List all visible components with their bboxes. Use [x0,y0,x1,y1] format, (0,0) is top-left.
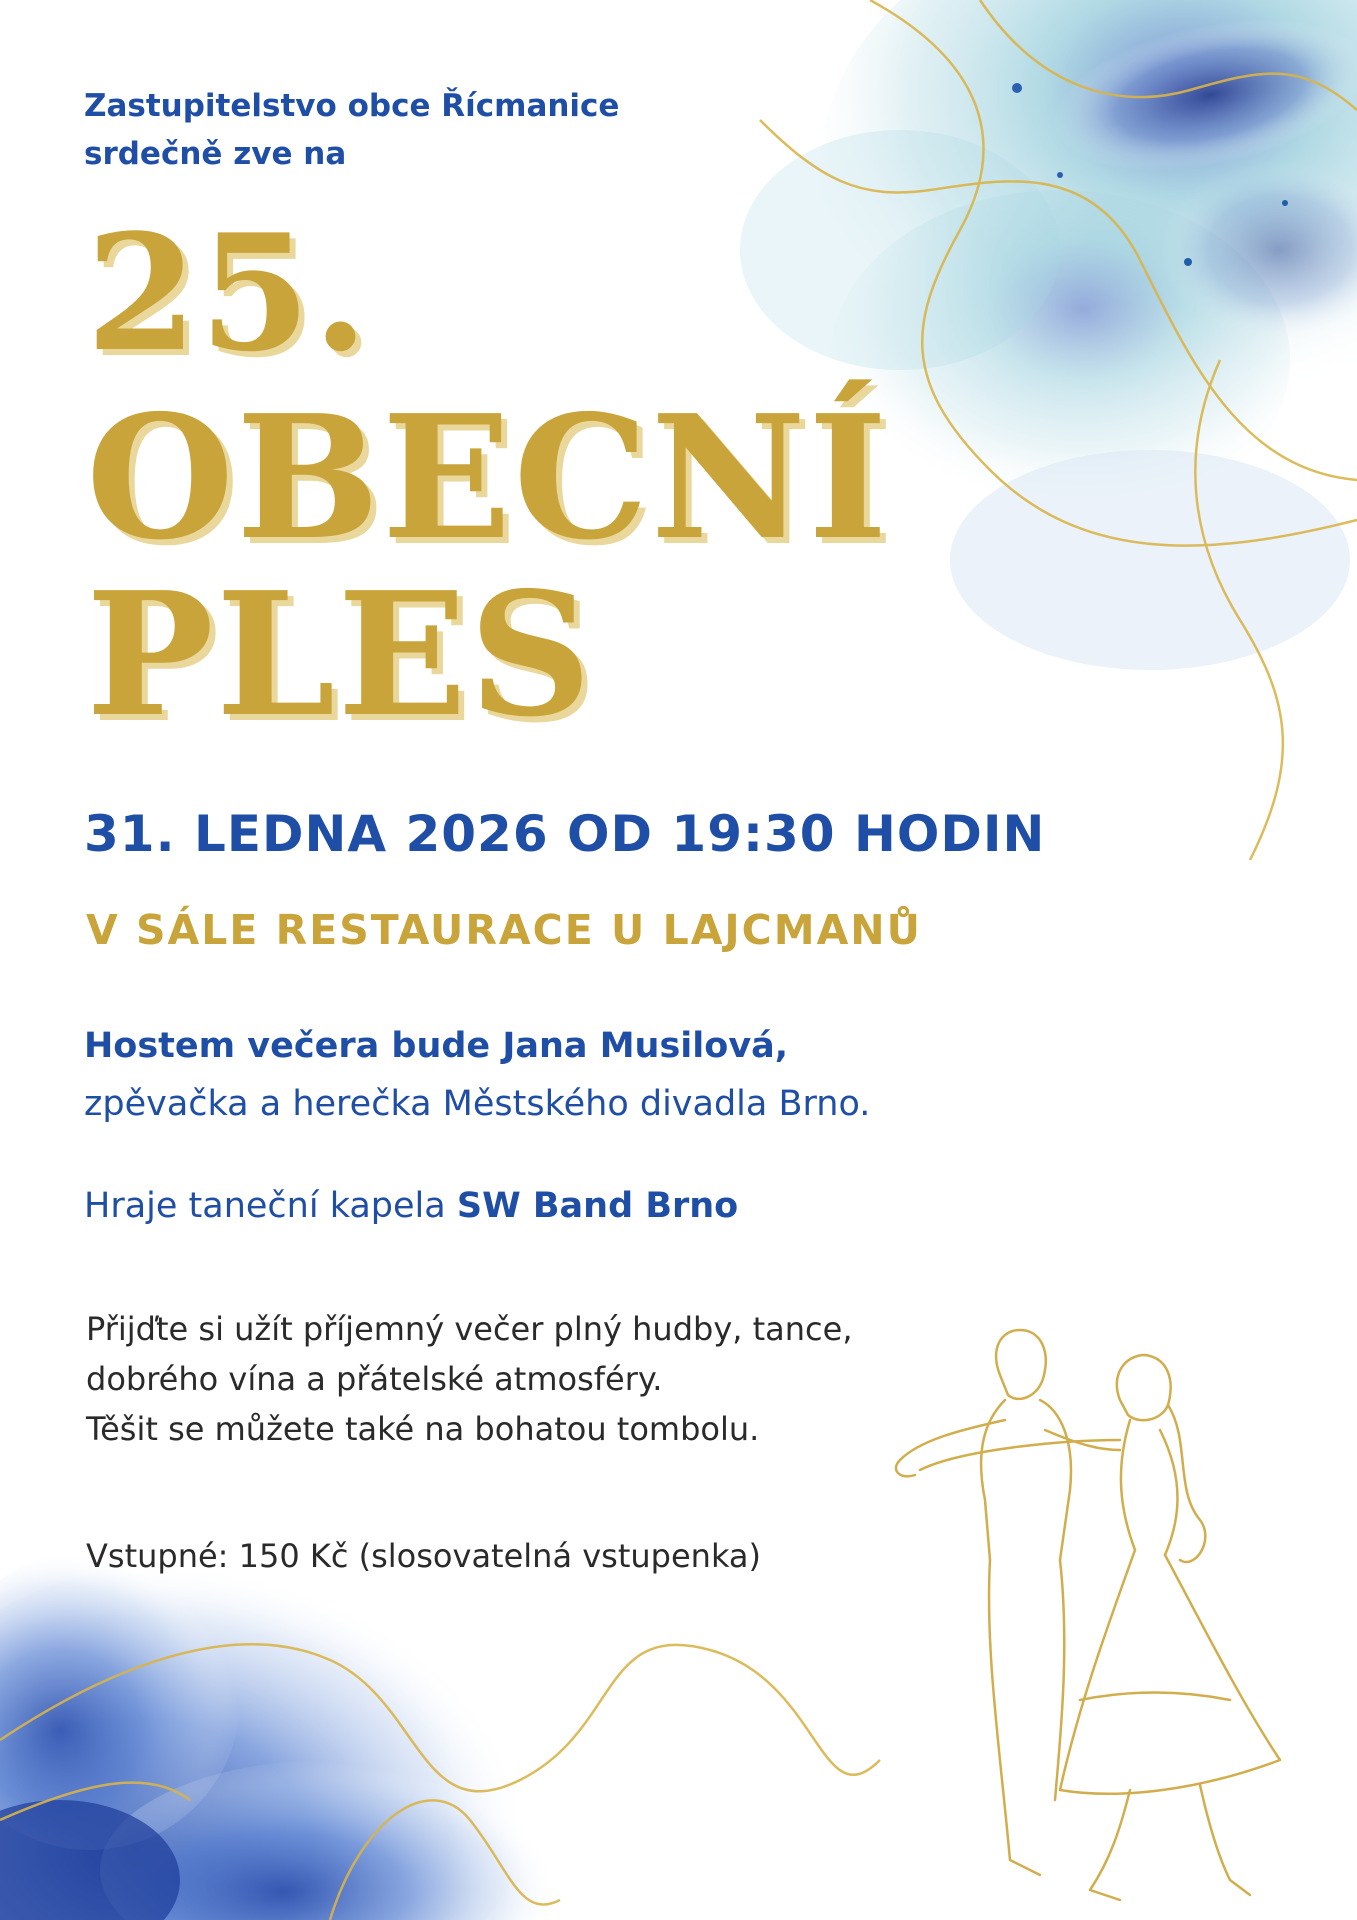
event-description [86,1304,853,1454]
intro-line-1: Zastupitelstvo obce Řícmanice [84,88,620,124]
event-venue: V SÁLE RESTAURACE U LAJCMANŮ [86,906,922,954]
band-info [84,1182,738,1230]
guest-heading: Hostem večera bude Jana Musilová, [84,1026,789,1066]
dancing-couple-line-art [896,1330,1280,1900]
invitation-intro [84,82,619,178]
title-line-ples: PLES [86,555,594,755]
description-line-1: Přijďte si užít příjemný večer plný hudby, tance, [86,1310,853,1348]
entry-fee: Vstupné: 150 Kč (slosovatelná vstupenka) [86,1537,762,1575]
intro-line-2: srdečně zve na [84,136,347,172]
band-prefix: Hraje taneční kapela [84,1186,446,1226]
event-date: 31. LEDNA 2026 OD 19:30 HODIN [84,805,1046,863]
title-number: 25. [86,199,371,387]
band-name: SW Band Brno [456,1186,739,1226]
description-line-2: dobrého vína a přátelské atmosféry. [86,1360,663,1398]
watercolor-bottom-left [0,1550,560,1920]
guest-description: zpěvačka a herečka Městského divadla Brno. [84,1084,871,1124]
description-line-3: Těšit se můžete také na bohatou tombolu. [86,1410,760,1448]
title-line-obecni: OBECNÍ [86,378,890,578]
